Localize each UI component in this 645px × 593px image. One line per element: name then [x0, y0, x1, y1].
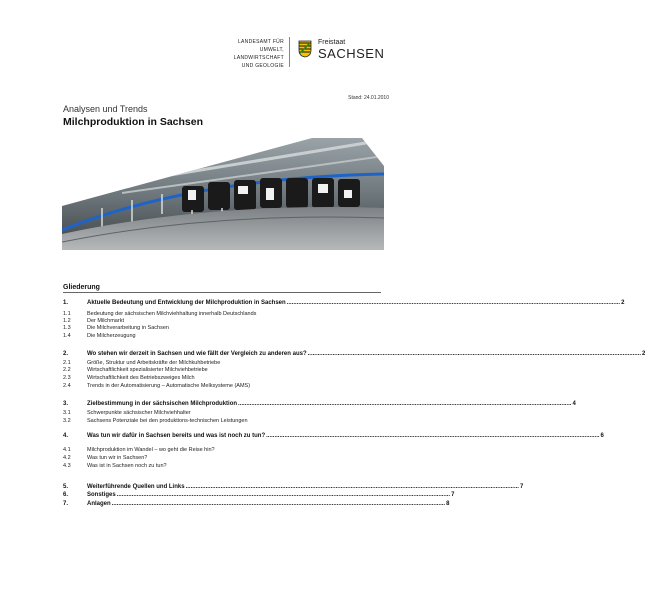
toc-entry — [63, 492, 455, 498]
brand-freistaat: Freistaat — [318, 39, 346, 46]
toc-entry — [63, 360, 381, 366]
toc-entry-number: 2. — [63, 351, 69, 357]
toc-entry-title: Bedeutung der sächsischen Milchviehhaltung innerhalb Deutschlands — [87, 311, 257, 317]
toc-entry-title: Die Milchverarbeitung in Sachsen — [87, 325, 169, 331]
toc-dot-leader: ........................................................................................................................................................................................................ — [266, 433, 600, 439]
toc-entry — [63, 311, 381, 317]
milking-parlour-photo — [62, 138, 384, 250]
toc-entry-title: Was ist in Sachsen noch zu tun? — [87, 463, 167, 469]
toc-entry-number: 1.1 — [63, 311, 71, 317]
toc-entry-number: 4.2 — [63, 455, 71, 461]
toc-entry — [63, 418, 381, 424]
toc-entry-number: 3. — [63, 401, 69, 407]
header-divider — [289, 37, 290, 67]
toc-entry-title: Größe, Struktur und Arbeitskräfte der Milchkuhbetriebe — [87, 360, 221, 366]
toc-entry-title: Der Milchmarkt — [87, 318, 124, 324]
toc-heading: Gliederung — [63, 284, 100, 291]
toc-dot-leader: ........................................................................................................................................................................................................ — [116, 492, 451, 498]
toc-entry-number: 2.1 — [63, 360, 71, 366]
toc-entry-number: 3.1 — [63, 410, 71, 416]
toc-entry — [63, 455, 381, 461]
toc-entry — [63, 375, 381, 381]
toc-entry-title: Die Milcherzeugung — [87, 333, 136, 339]
toc-entry — [63, 433, 604, 439]
toc-entry-title: Milchproduktion im Wandel – wo geht die Reise hin? — [87, 447, 215, 453]
toc-entry-number: 2.3 — [63, 375, 71, 381]
toc-entry-number: 4. — [63, 433, 69, 439]
document-date: Stand: 24.01.2010 — [348, 95, 389, 101]
toc-entry-number: 5. — [63, 484, 69, 490]
toc-entry-title: Wirtschaftlichkeit spezialisierter Milchviehbetriebe — [87, 367, 208, 373]
toc-entry-number: 3.2 — [63, 418, 71, 424]
toc-entry-number: 7. — [63, 501, 69, 507]
toc-entry-page: 7 — [451, 492, 455, 498]
toc-dot-leader: ........................................................................................................................................................................................................ — [238, 401, 572, 407]
toc-entry-number: 2.4 — [63, 383, 71, 389]
toc-entry-title: Wirtschaftlichkeit des Betriebszweiges Milch — [87, 375, 195, 381]
toc-entry-title: Was tun wir in Sachsen? — [87, 455, 148, 461]
toc-entry-title: Was tun wir dafür in Sachsen bereits und was ist noch zu tun? — [87, 433, 266, 439]
toc-entry — [63, 401, 576, 407]
toc-dot-leader: ........................................................................................................................................................................................................ — [307, 351, 642, 357]
toc-entry-title: Weiterführende Quellen und Links — [87, 484, 185, 490]
toc-entry-number: 4.1 — [63, 447, 71, 453]
toc-entry-page: 6 — [600, 433, 604, 439]
toc-entry-number: 1.4 — [63, 333, 71, 339]
toc-entry — [63, 325, 381, 331]
toc-entry — [63, 501, 450, 507]
toc-entry — [63, 383, 381, 389]
toc-entry-number: 1. — [63, 300, 69, 306]
agency-line-1: LANDESAMT FÜR UMWELT, — [237, 39, 284, 53]
toc-entry-number: 4.3 — [63, 463, 71, 469]
toc-entry — [63, 367, 381, 373]
toc-divider — [63, 292, 381, 293]
toc-dot-leader: ........................................................................................................................................................................................................ — [111, 501, 446, 507]
saxony-crest-icon — [298, 40, 312, 58]
document-subtitle: Analysen und Trends — [63, 104, 148, 114]
toc-dot-leader: ........................................................................................................................................................................................................ — [286, 300, 621, 306]
toc-entry-number: 1.2 — [63, 318, 71, 324]
toc-entry — [63, 333, 381, 339]
toc-entry-number: 6. — [63, 492, 69, 498]
agency-line-2: LANDWIRTSCHAFT — [233, 55, 284, 61]
toc-entry-number: 2.2 — [63, 367, 71, 373]
toc-entry-title: Aktuelle Bedeutung und Entwicklung der Milchproduktion in Sachsen — [87, 300, 286, 306]
toc-entry-page: 2 — [642, 351, 645, 357]
toc-entry-number: 1.3 — [63, 325, 71, 331]
toc-entry-title: Wo stehen wir derzeit in Sachsen und wie fällt der Vergleich zu anderen aus? — [87, 351, 307, 357]
toc-entry — [63, 484, 524, 490]
toc-entry-page: 4 — [572, 401, 576, 407]
toc-entry-title: Trends in der Automatisierung – Automatische Melksysteme (AMS) — [87, 383, 251, 389]
toc-entry-page: 2 — [621, 300, 625, 306]
toc-entry — [63, 351, 645, 357]
toc-entry-page: 7 — [519, 484, 524, 490]
toc-entry — [63, 300, 625, 306]
brand-sachsen: SACHSEN — [318, 46, 385, 61]
toc-entry-title: Zielbestimmung in der sächsischen Milchproduktion — [87, 401, 238, 407]
toc-dot-leader: ........................................................................................................................................................................................................ — [185, 484, 519, 490]
document-title: Milchproduktion in Sachsen — [63, 116, 204, 128]
toc-entry-page: 8 — [446, 501, 450, 507]
toc-entry-title: Sonstiges — [87, 492, 116, 498]
agency-line-3: UND GEOLOGIE — [241, 63, 284, 69]
agency-name — [214, 38, 284, 70]
toc-entry-title: Sachsens Potenziale bei den produktions-technischen Leistungen — [87, 418, 248, 424]
toc-entry — [63, 463, 381, 469]
toc-entry — [63, 318, 381, 324]
toc-entry-title: Anlagen — [87, 501, 111, 507]
toc-entry-title: Schwerpunkte sächsischer Milchviehhalter — [87, 410, 191, 416]
toc-entry — [63, 410, 381, 416]
toc-entry — [63, 447, 381, 453]
